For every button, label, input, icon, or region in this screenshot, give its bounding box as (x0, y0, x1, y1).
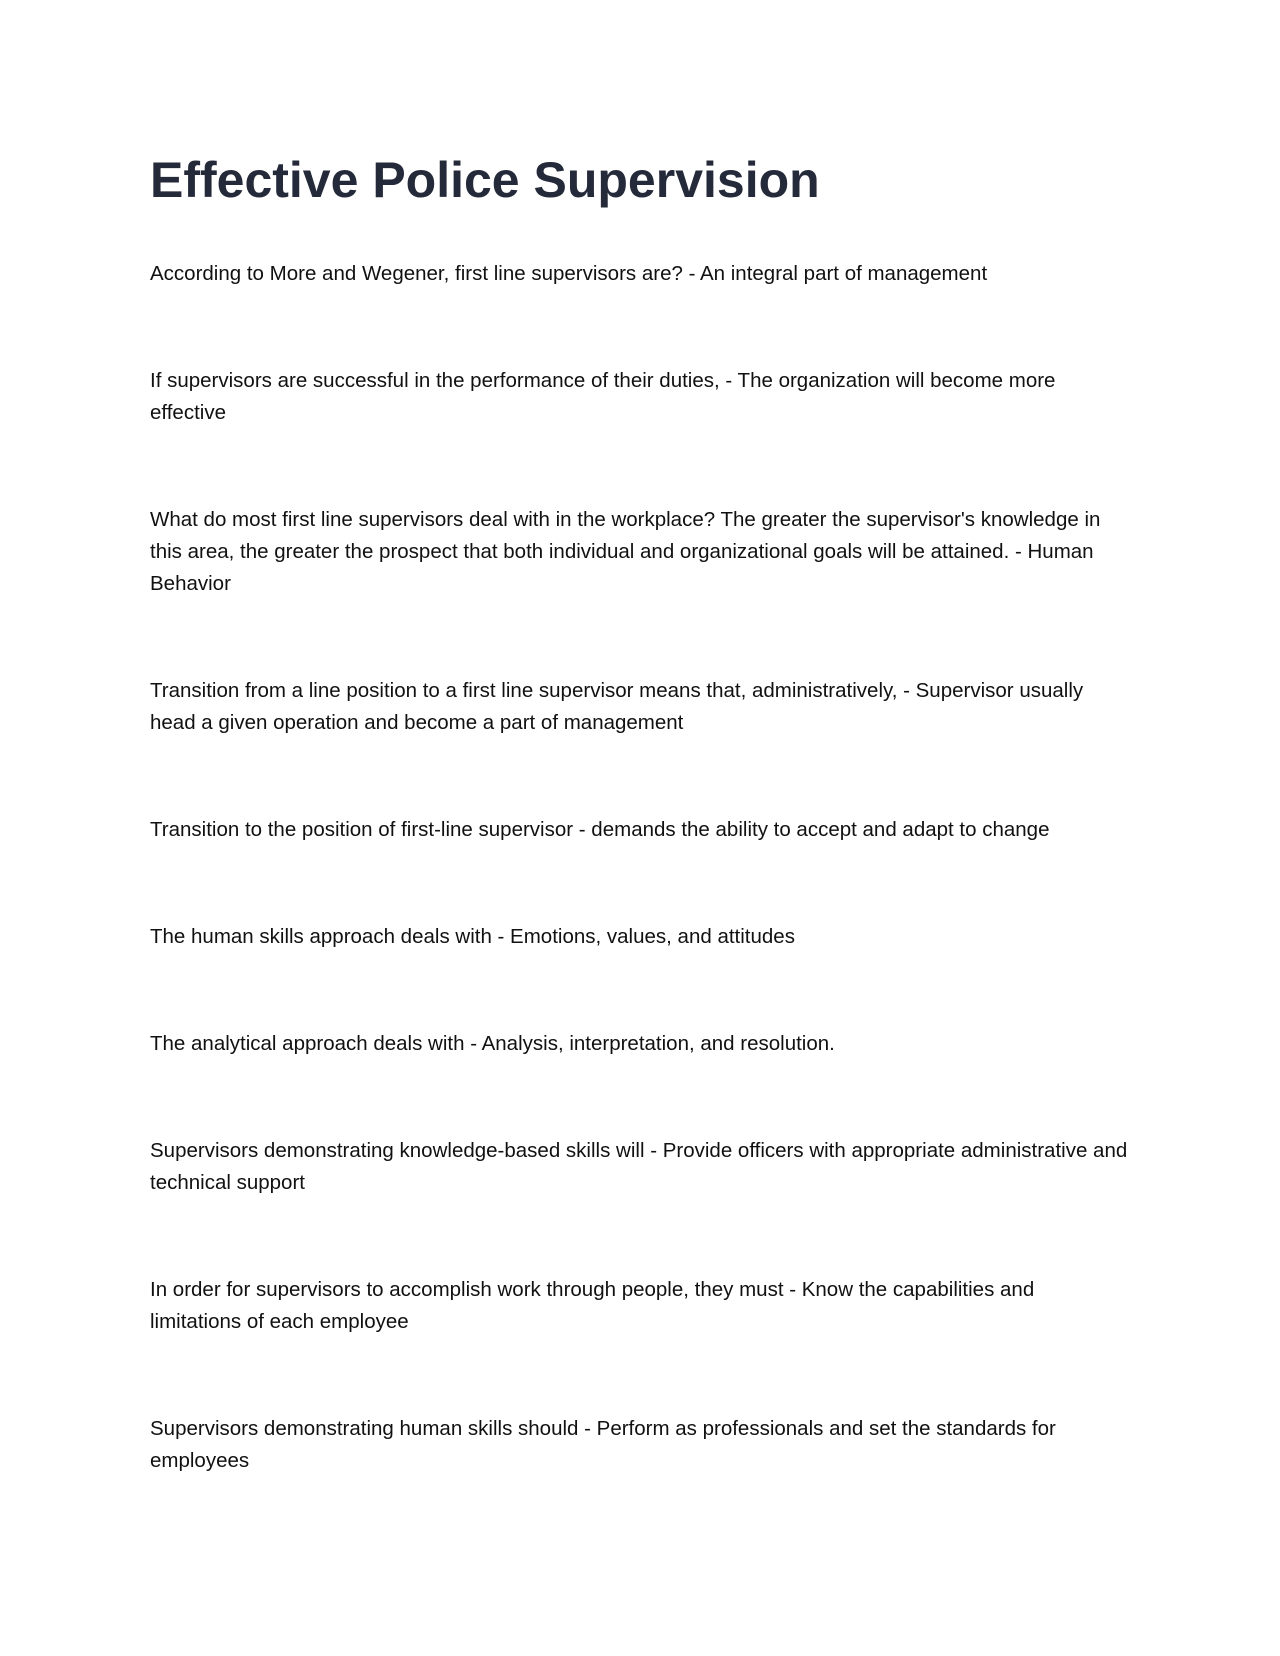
qa-item: In order for supervisors to accomplish work through people, they must - Know the capabilities and limitations of each employee (150, 1278, 1035, 1333)
qa-item: Supervisors demonstrating human skills should - Perform as professionals and set the standards for employees (150, 1417, 1056, 1472)
qa-item: According to More and Wegener, first line supervisors are? - An integral part of management (150, 262, 988, 285)
document-content (150, 150, 1130, 1552)
qa-item: What do most first line supervisors deal with in the workplace? The greater the supervisor's knowledge in this area, the greater the prospect that both individual and organizational goals will be attained. - Human Behavior (150, 508, 1101, 595)
qa-item: If supervisors are successful in the performance of their duties, - The organization will become more effective (150, 369, 1056, 424)
qa-item: The human skills approach deals with - Emotions, values, and attitudes (150, 925, 795, 948)
qa-list (150, 258, 1130, 1477)
qa-item: Transition to the position of first-line supervisor - demands the ability to accept and adapt to change (150, 818, 1050, 841)
qa-item: The analytical approach deals with - Analysis, interpretation, and resolution. (150, 1032, 835, 1055)
qa-item: Supervisors demonstrating knowledge-based skills will - Provide officers with appropriate administrative and technical support (150, 1139, 1128, 1194)
page-title: Effective Police Supervision (150, 152, 820, 208)
qa-item: Transition from a line position to a first line supervisor means that, administratively, - Supervisor usually head a given operation and become a part of management (150, 679, 1084, 734)
